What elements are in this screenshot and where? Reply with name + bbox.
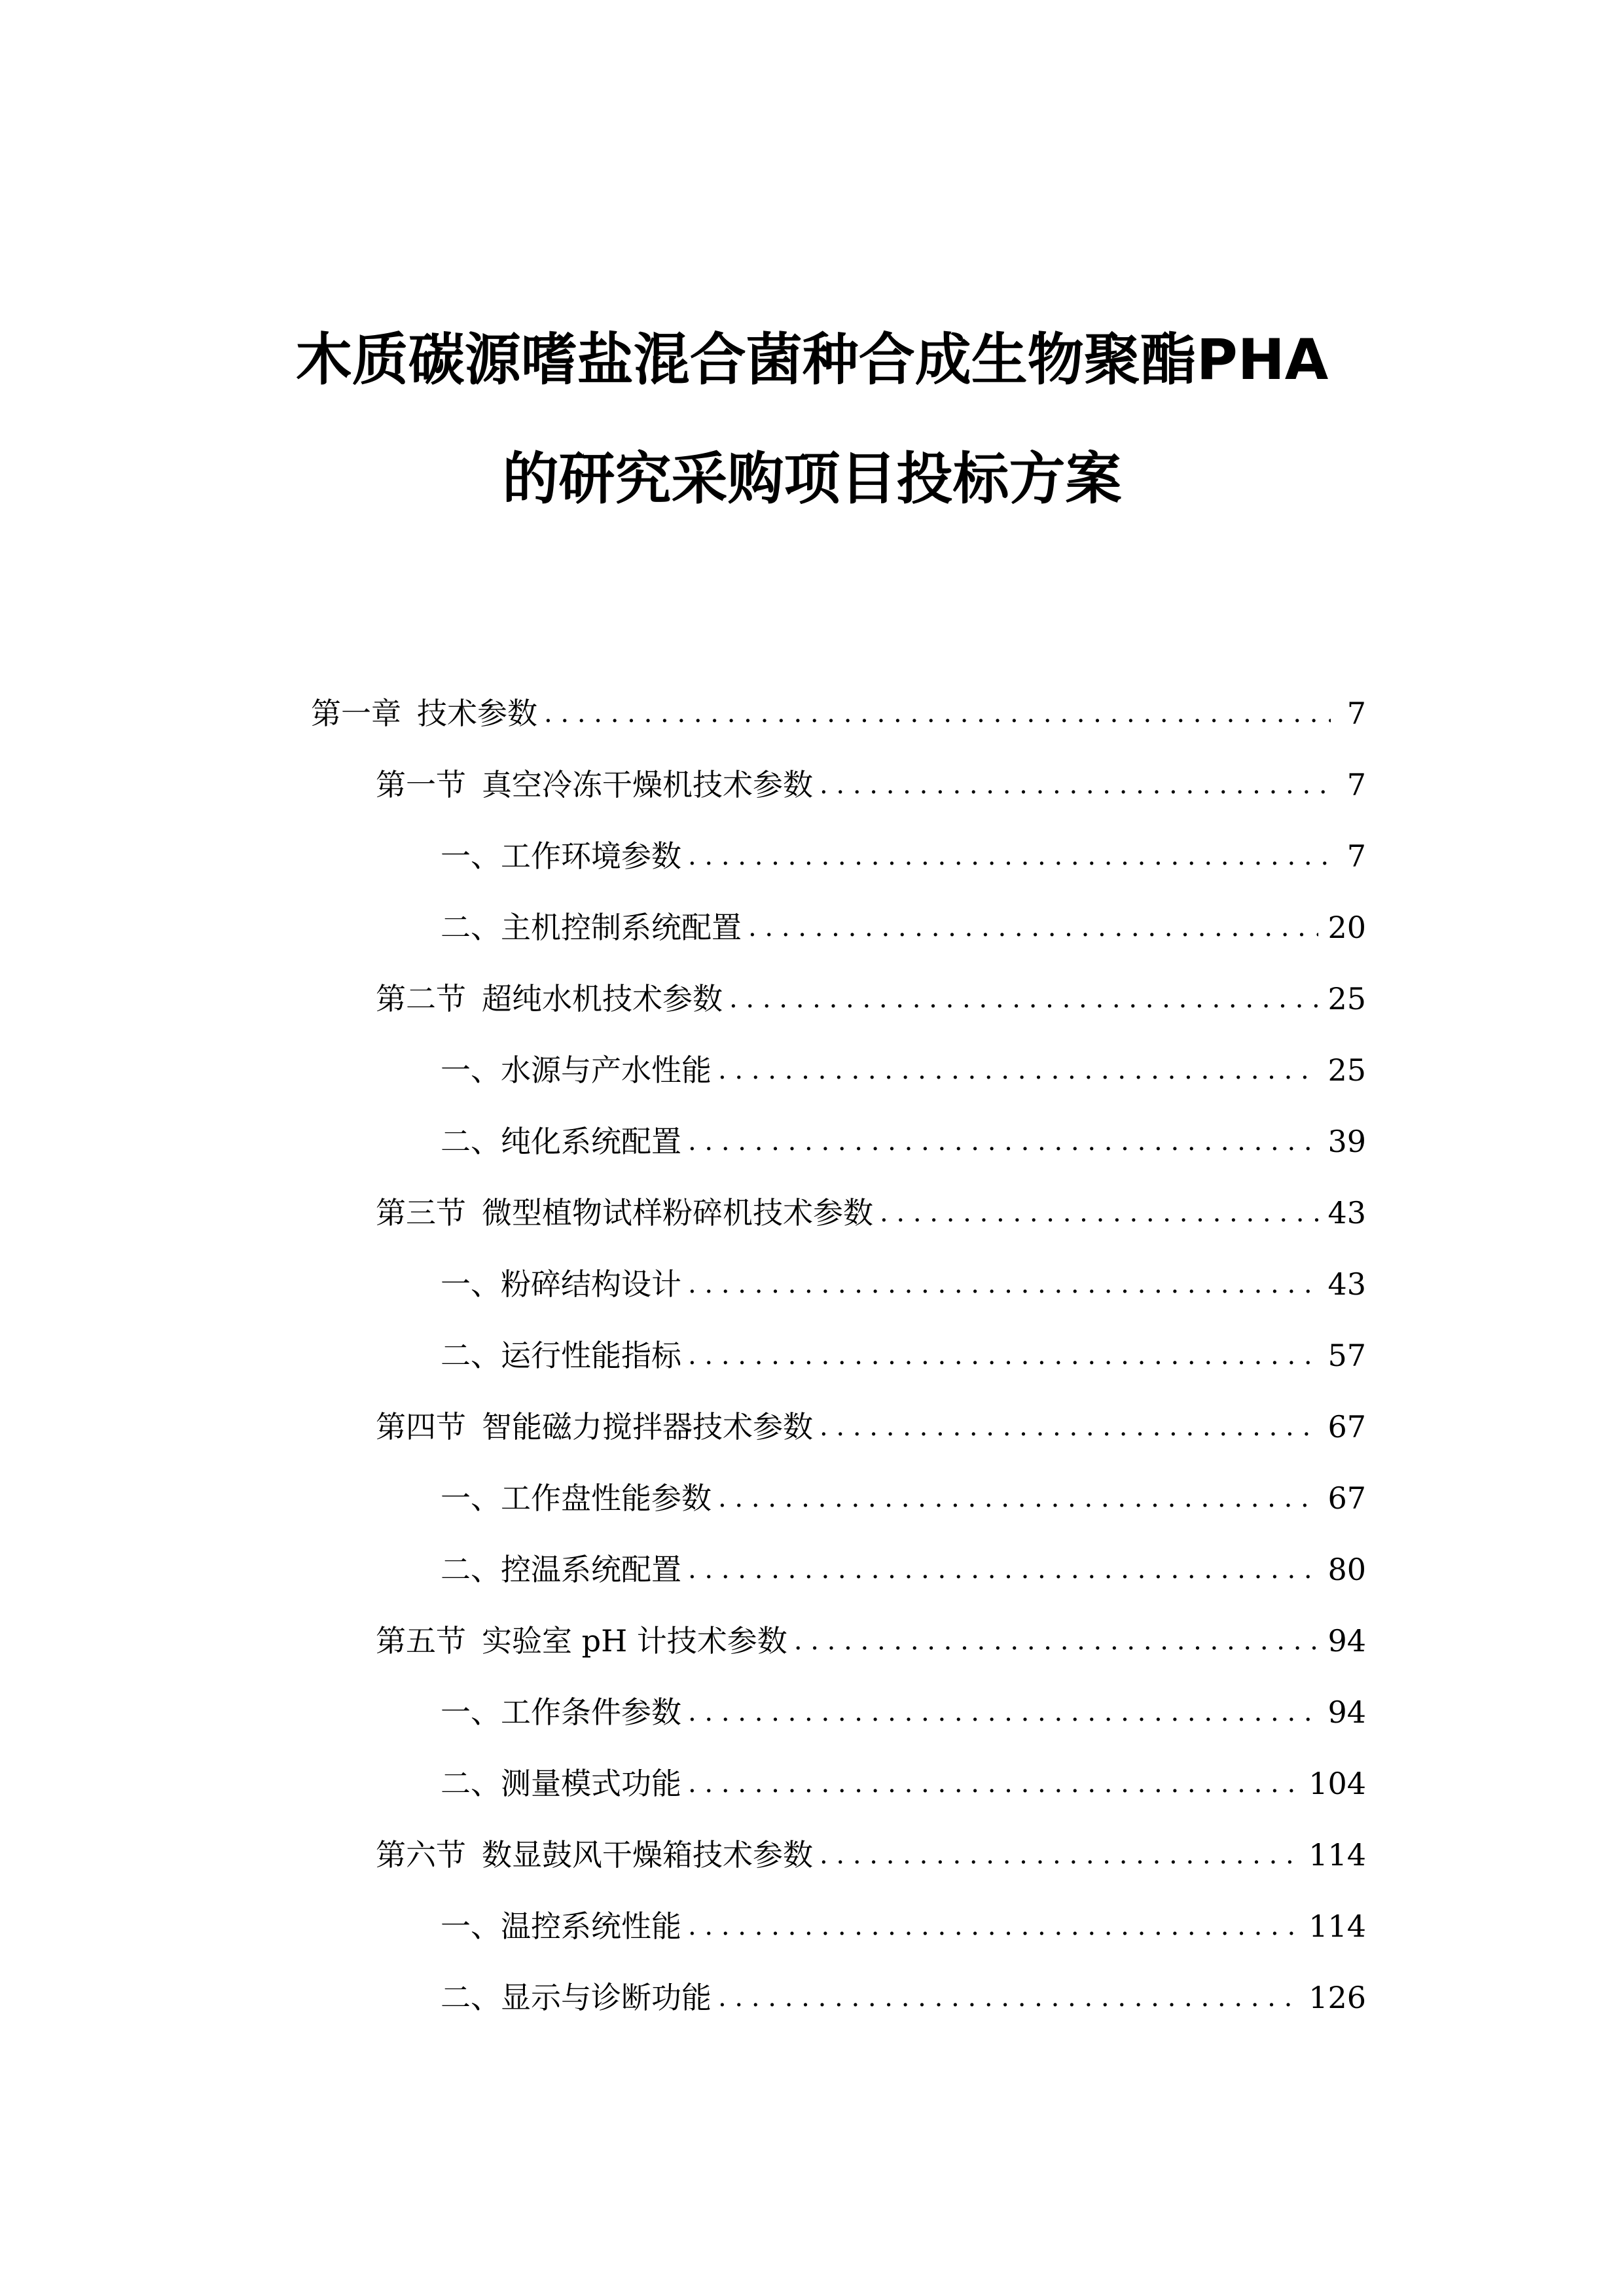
toc-entry-subsection[interactable]	[441, 1050, 1366, 1090]
toc-entry-label: 工作条件参数	[501, 1695, 681, 1730]
toc-entry-page: 25	[1327, 1052, 1366, 1088]
toc-entry-number: 一、	[441, 1052, 501, 1088]
toc-entry-subsection[interactable]	[441, 1764, 1366, 1803]
toc-entry-chapter-1[interactable]	[311, 694, 1366, 733]
toc-dot-leader	[688, 1764, 1299, 1803]
toc-entry-number: 第三节	[376, 1195, 466, 1230]
toc-entry-section-1[interactable]	[376, 765, 1366, 804]
toc-dot-leader	[688, 1265, 1318, 1304]
toc-entry-label: 水源与产水性能	[501, 1052, 712, 1088]
toc-entry-label: 智能磁力搅拌器技术参数	[482, 1409, 813, 1444]
toc-entry-section-2[interactable]	[376, 979, 1366, 1018]
toc-entry-page: 114	[1308, 1837, 1366, 1873]
toc-dot-leader	[718, 1050, 1318, 1090]
toc-entry-number: 一、	[441, 1480, 501, 1516]
toc-entry-number: 第一章	[311, 696, 401, 731]
toc-entry-number: 第六节	[376, 1837, 466, 1873]
toc-entry-subsection[interactable]	[441, 1479, 1366, 1518]
toc-entry-label: 工作环境参数	[501, 838, 681, 874]
toc-entry-number: 二、	[441, 1552, 501, 1587]
toc-dot-leader	[718, 1978, 1299, 2017]
toc-entry-page: 20	[1327, 910, 1366, 945]
toc-entry-label: 技术参数	[417, 696, 537, 731]
toc-dot-leader	[748, 908, 1318, 947]
toc-dot-leader	[880, 1193, 1318, 1232]
toc-entry-page: 43	[1327, 1266, 1366, 1302]
toc-entry-subsection[interactable]	[441, 1907, 1366, 1946]
toc-entry-number: 第一节	[376, 767, 466, 802]
toc-entry-number: 第二节	[376, 981, 466, 1016]
toc-entry-page: 7	[1346, 838, 1366, 874]
toc-entry-subsection[interactable]	[441, 908, 1366, 947]
toc-entry-section-5[interactable]	[376, 1621, 1366, 1660]
toc-dot-leader	[729, 979, 1318, 1018]
toc-dot-leader	[688, 1122, 1318, 1161]
toc-entry-page: 39	[1327, 1124, 1366, 1159]
toc-entry-label: 控温系统配置	[501, 1552, 681, 1587]
toc-entry-subsection[interactable]	[441, 1265, 1366, 1304]
toc-entry-number: 一、	[441, 1266, 501, 1302]
toc-entry-page: 104	[1308, 1766, 1366, 1801]
toc-entry-number: 一、	[441, 1909, 501, 1944]
toc-entry-label: 工作盘性能参数	[501, 1480, 712, 1516]
toc-entry-number: 二、	[441, 1338, 501, 1373]
toc-entry-page: 43	[1327, 1195, 1366, 1230]
toc-entry-page: 126	[1308, 1980, 1366, 2015]
toc-entry-label: 微型植物试样粉碎机技术参数	[482, 1195, 873, 1230]
toc-entry-page: 7	[1346, 696, 1366, 731]
toc-dot-leader	[820, 1407, 1318, 1446]
toc-dot-leader	[820, 765, 1331, 804]
toc-dot-leader	[794, 1621, 1319, 1660]
toc-dot-leader	[688, 1693, 1318, 1732]
toc-entry-number: 二、	[441, 1766, 501, 1801]
toc-entry-label: 真空冷冻干燥机技术参数	[482, 767, 813, 802]
toc-entry-number: 第四节	[376, 1409, 466, 1444]
toc-entry-label: 测量模式功能	[501, 1766, 681, 1801]
toc-entry-number: 二、	[441, 910, 501, 945]
toc-entry-label: 主机控制系统配置	[501, 910, 742, 945]
toc-entry-subsection[interactable]	[441, 1978, 1366, 2017]
toc-entry-label: 运行性能指标	[501, 1338, 681, 1373]
toc-entry-page: 57	[1327, 1338, 1366, 1373]
toc-dot-leader	[688, 836, 1331, 876]
toc-entry-number: 一、	[441, 838, 501, 874]
toc-entry-label: 超纯水机技术参数	[482, 981, 723, 1016]
toc-entry-page: 94	[1327, 1695, 1366, 1730]
toc-dot-leader	[688, 1907, 1299, 1946]
toc-entry-page: 67	[1327, 1480, 1366, 1516]
toc-dot-leader	[688, 1550, 1318, 1589]
toc-entry-number: 第五节	[376, 1623, 466, 1659]
toc-entry-label: 粉碎结构设计	[501, 1266, 681, 1302]
toc-entry-page: 114	[1308, 1909, 1366, 1944]
toc-entry-section-3[interactable]	[376, 1193, 1366, 1232]
toc-entry-label: 数显鼓风干燥箱技术参数	[482, 1837, 813, 1873]
title-line-2: 的研究采购项目投标方案	[502, 446, 1122, 512]
toc-entry-section-6[interactable]	[376, 1835, 1366, 1874]
toc-entry-subsection[interactable]	[441, 1693, 1366, 1732]
toc-entry-section-4[interactable]	[376, 1407, 1366, 1446]
toc-entry-label: 显示与诊断功能	[501, 1980, 712, 2015]
toc-dot-leader	[688, 1336, 1318, 1375]
title-line-1: 木质碳源嗜盐混合菌种合成生物聚酯PHA	[295, 327, 1329, 393]
toc-dot-leader	[820, 1835, 1299, 1874]
toc-entry-number: 二、	[441, 1980, 501, 2015]
toc-entry-subsection[interactable]	[441, 1122, 1366, 1161]
toc-entry-number: 一、	[441, 1695, 501, 1730]
toc-entry-page: 67	[1327, 1409, 1366, 1444]
toc-entry-label: 实验室 pH 计技术参数	[482, 1623, 787, 1659]
toc-dot-leader	[544, 694, 1331, 733]
toc-dot-leader	[718, 1479, 1318, 1518]
toc-entry-subsection[interactable]	[441, 836, 1366, 876]
toc-entry-page: 25	[1327, 981, 1366, 1016]
toc-entry-subsection[interactable]	[441, 1336, 1366, 1375]
document-title	[0, 327, 1624, 512]
toc-entry-page: 7	[1346, 767, 1366, 802]
toc-entry-number: 二、	[441, 1124, 501, 1159]
toc-entry-label: 温控系统性能	[501, 1909, 681, 1944]
toc-entry-subsection[interactable]	[441, 1550, 1366, 1589]
toc-entry-label: 纯化系统配置	[501, 1124, 681, 1159]
toc-entry-page: 94	[1327, 1623, 1366, 1659]
toc-entry-page: 80	[1327, 1552, 1366, 1587]
